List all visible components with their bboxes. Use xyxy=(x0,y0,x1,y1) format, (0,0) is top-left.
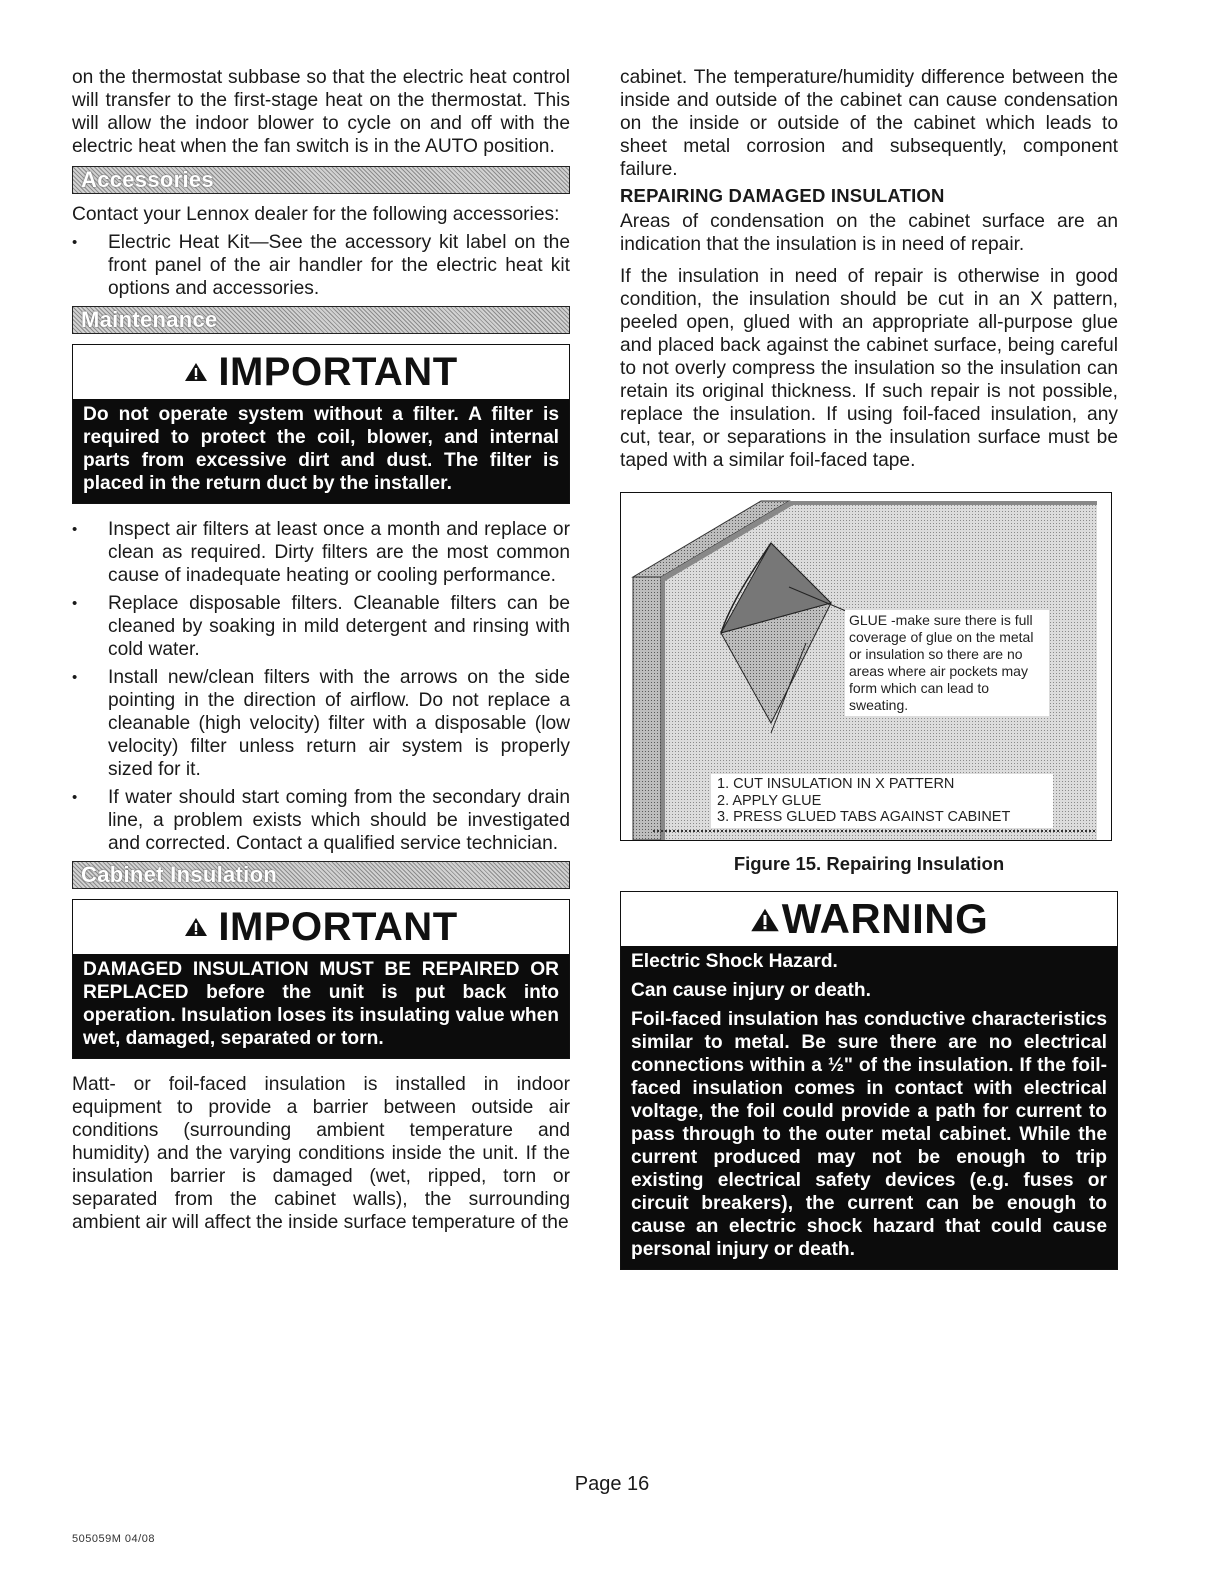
important-text: DAMAGED INSULATION MUST BE REPAIRED OR REPLACED before the unit is put back into operation. Insulation loses its insulating value when wet, damaged, separated or torn. xyxy=(83,959,559,1049)
warning-notice xyxy=(620,891,1118,1270)
list-item: • Replace disposable filters. Cleanable filters can be cleaned by soaking in mild detergent and rinsing with cold water. xyxy=(72,592,570,661)
warning-title: WARNING xyxy=(781,895,989,942)
insulation-paragraph: Matt- or foil-faced insulation is installed in indoor equipment to provide a barrier between outside air conditions (surrounding ambient temperature and humidity) and the varying conditions inside the unit. If the insulation barrier is damaged (wet, ripped, torn or separated from the cabinet walls), the surrounding ambient air will affect the inside surface temperature of the xyxy=(72,1074,570,1233)
glue-note-label xyxy=(845,610,1049,716)
page-number: Page 16 xyxy=(574,1473,650,1495)
repair-insulation-figure xyxy=(620,492,1112,841)
maintenance-list xyxy=(72,518,570,855)
accessories-list xyxy=(72,231,570,300)
repair-paragraph-2: If the insulation in need of repair is otherwise in good condition, the insulation should be cut in an X pattern, peeled open, glued with an appropriate all-purpose glue and placed back against the cabinet surface, being careful to not overly compress the insulation so the insulation can retain its original thickness. If such repair is not possible, replace the insulation. If using foil-faced insulation, any cut, tear, or separations in the insulation surface must be taped with a similar foil-faced tape. xyxy=(620,266,1118,471)
accessories-heading: Accessories xyxy=(81,167,214,192)
list-item: • Install new/clean filters with the arrows on the side pointing in the direction of airflow. Do not replace a cleanable (high velocity) filter with a disposable (low velocity) filter unless return air system is properly sized for it. xyxy=(72,666,570,781)
caution-icon xyxy=(184,917,208,937)
warning-line-2: Can cause injury or death. xyxy=(631,980,871,1001)
glue-note: GLUE -make sure there is full coverage of glue on the metal or insulation so there are no areas where air pockets may form which can lead to sweating. xyxy=(849,612,1034,713)
accessories-heading-bar xyxy=(72,166,570,194)
important-notice-insulation xyxy=(72,899,570,1059)
important-title: IMPORTANT xyxy=(218,905,458,949)
step-3: 3. PRESS GLUED TABS AGAINST CABINET xyxy=(717,809,1011,825)
left-column xyxy=(72,66,570,1234)
figure-caption: Figure 15. Repairing Insulation xyxy=(733,853,1005,874)
warning-body: Foil-faced insulation has conductive characteristics similar to metal. Be sure there are no electrical connections within a ½" of the insulation. If the foil-faced insulation comes in contact with electrical voltage, the foil could provide a path for current to pass through to the outer metal cabinet. While the current produced may not be enough to trip existing electrical safety devices (e.g. fuses or circuit breakers), the current can be enough to cause an electric shock hazard that could cause personal injury or death. xyxy=(631,1009,1107,1260)
important-title: IMPORTANT xyxy=(218,350,458,394)
list-item: • If water should start coming from the secondary drain line, a problem exists which should be investigated and corrected. Contact a qualified service technician. xyxy=(72,786,570,855)
continued-paragraph: cabinet. The temperature/humidity difference between the inside and outside of the cabinet can cause condensation on the inside or outside of the cabinet which leads to sheet metal corrosion and subsequently, component failure. xyxy=(620,67,1118,180)
intro-paragraph: on the thermostat subbase so that the electric heat control will transfer to the first-stage heat on the thermostat. This will allow the indoor blower to cycle on and off with the electric heat when the fan switch is in the AUTO position. xyxy=(72,67,570,157)
list-item: • Electric Heat Kit—See the accessory kit label on the front panel of the air handler for the electric heat kit options and accessories. xyxy=(72,231,570,300)
cabinet-insulation-heading-bar xyxy=(72,861,570,889)
step-1: 1. CUT INSULATION IN X PATTERN xyxy=(717,776,955,792)
warning-line-1: Electric Shock Hazard. xyxy=(631,951,838,972)
repair-paragraph-1: Areas of condensation on the cabinet surface are an indication that the insulation is in need of repair. xyxy=(620,211,1118,255)
accessories-text: Contact your Lennox dealer for the following accessories: xyxy=(72,204,560,225)
important-notice-maintenance xyxy=(72,344,570,504)
step-2: 2. APPLY GLUE xyxy=(717,792,822,809)
caution-icon xyxy=(184,362,208,382)
warning-icon xyxy=(750,907,780,933)
cabinet-insulation-heading: Cabinet Insulation xyxy=(81,862,278,887)
steps-label xyxy=(711,774,1053,828)
important-text: Do not operate system without a filter. A filter is required to protect the coil, blower, and internal parts from excessive dirt and dust. The filter is placed in the return duct by the installer. xyxy=(83,404,559,494)
maintenance-heading-bar xyxy=(72,306,570,334)
document-code: 505059M 04/08 xyxy=(72,1533,155,1545)
repair-heading: REPAIRING DAMAGED INSULATION xyxy=(620,185,945,206)
maintenance-heading: Maintenance xyxy=(81,307,218,332)
list-item: • Inspect air filters at least once a month and replace or clean as required. Dirty filters are the most common cause of inadequate heating or cooling performance. xyxy=(72,518,570,587)
right-column xyxy=(620,66,1118,1284)
